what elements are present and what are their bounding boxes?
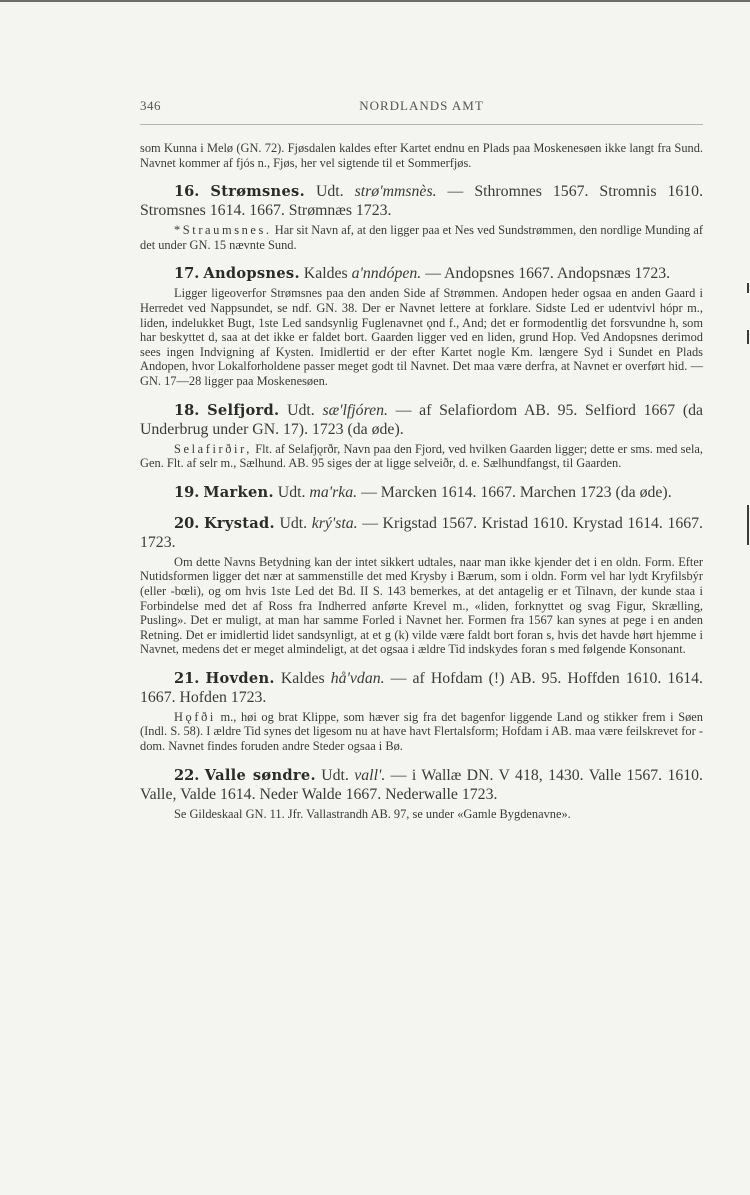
note-text: Se Gildeskaal GN. 11. Jfr. Vallastrandh AB. 97, se under «Gamle Bygdenavne». xyxy=(174,806,571,821)
entry-number: 22. xyxy=(174,766,200,784)
entry-heading xyxy=(140,766,703,804)
entry-prefix: Udt. xyxy=(287,401,315,419)
entry-21 xyxy=(140,669,703,754)
entry-heading xyxy=(140,401,703,439)
historic-forms: — i Wallæ DN. V 418, 1430. Valle 1567. 1610. Valle, Valde 1614. Neder Walde 1667. Nederwalle 1723. xyxy=(140,766,704,803)
historic-forms: — Krigstad 1567. Kristad 1610. Krystad 1614. 1667. 1723. xyxy=(140,514,703,551)
historic-forms: — af Hofdam (!) AB. 95. Hoffden 1610. 1614. 1667. Hofden 1723. xyxy=(140,669,703,706)
entry-prefix: Kaldes xyxy=(280,669,325,687)
note-text: Flt. af Selafjǫrðr, Navn paa den Fjord, ved hvilken Gaarden ligger; dette er sms. med sela, Gen. Flt. af selr m., Sælhund. AB. 95 siges der at ligge selveiðr, d. e. Sælhundfangst, til Gaarden. xyxy=(140,441,703,471)
entry-name: Selfjord. xyxy=(207,401,280,419)
header-rule xyxy=(140,124,703,125)
entry-name: Krystad. xyxy=(203,514,275,532)
entry-number: 19. xyxy=(174,483,200,501)
entry-17 xyxy=(140,264,703,388)
entry-18 xyxy=(140,401,703,471)
entry-heading xyxy=(140,264,703,283)
scan-edge-mark xyxy=(747,283,749,293)
entry-20 xyxy=(140,514,703,657)
entry-heading xyxy=(140,669,703,707)
pronunciation: a'nndópen. xyxy=(351,265,422,283)
old-norse-form: *Straumsnes. xyxy=(174,223,272,238)
page-number: 346 xyxy=(140,98,161,113)
entry-number: 16. xyxy=(174,183,200,201)
historic-forms: — af Selafiordom AB. 95. Selfiord 1667 (da Underbrug under GN. 17). 1723 (da øde). xyxy=(140,401,704,438)
running-title: NORDLANDS AMT xyxy=(359,98,484,113)
note-text: Ligger ligeoverfor Strømsnes paa den anden Side af Strømmen. Andopen heder ogsaa en anden Gaard i Herredet ved Nappsundet, se ndf. GN. 38. Der er Navnet lettere at forklare. Sidste Led er udentvivl hópr m., liden, indelukket Bugt, 1ste Led sandsynlig Fuglenavnet ǫnd f., And; det er formodentlig det forsvundne h, som har beskyttet d, saa at det ikke er faldet bort. Gaarden ligger ved en liden, grund Hop. Ved Andopsnes derimod sees ingen Indvigning af Kysten. Imidlertid er der efter Kartet nogle Km. længere Syd i Sundet en Plads Andopen, hvor Lokalforholdene passer meget godt til Navnet. Det maa være derfra, at Navnet er overført hid. — GN. 17—28 ligger paa Moskenesøen. xyxy=(140,286,703,388)
pronunciation: strø'mmsnès. xyxy=(354,183,437,201)
entry-number: 17. xyxy=(174,265,200,283)
entry-number: 20. xyxy=(174,514,200,532)
entry-name: Hovden. xyxy=(205,669,275,687)
entry-prefix: Udt. xyxy=(277,483,306,501)
entry-note xyxy=(140,286,703,388)
old-norse-form: Hǫfði xyxy=(174,709,216,724)
book-page xyxy=(140,96,703,821)
pronunciation: sæ'lfjóren. xyxy=(322,401,389,419)
scan-edge-mark xyxy=(747,330,749,344)
entry-note xyxy=(140,555,703,657)
historic-forms: — Sthromnes 1567. Stromnis 1610. Stromsnes 1614. 1667. Strømnæs 1723. xyxy=(140,183,704,220)
pronunciation: ma'rka. xyxy=(309,483,358,501)
entry-note xyxy=(140,223,703,252)
entry-name: Marken. xyxy=(203,483,274,501)
pronunciation: krý'sta. xyxy=(311,514,358,532)
entry-note xyxy=(140,442,703,471)
entry-name: Valle søndre. xyxy=(204,766,316,784)
entry-16 xyxy=(140,182,703,252)
pronunciation: hå'vdan. xyxy=(330,669,385,687)
entry-prefix: Kaldes xyxy=(303,265,348,283)
body-text xyxy=(140,141,703,821)
entry-prefix: Udt. xyxy=(321,766,349,784)
entry-number: 18. xyxy=(174,401,200,419)
scan-edge-mark xyxy=(747,505,749,545)
scan-top-edge xyxy=(0,0,750,2)
note-text: Om dette Navns Betydning kan der intet sikkert udtales, naar man ikke kjender det i en oldn. Form. Efter Nutidsformen ligger det nær at sammenstille det med Krysby i Bærum, som i oldn. Form vel har lydt Kryfilsbýr (eller -bœli), og om hvis 1ste Led det Bd. II S. 143 bemerkes, at det antagelig er et Tilnavn, der kunde staa i Forbindelse med det af Ross fra Indherred anførte Krevel m., «liden, forknyttet og svag Figur, Skrælling, Pusling». Det er muligt, at man har samme Forled i Navnet her. Formen fra 1567 kan synes at pege i en anden Retning. Det er imidlertid lidet sandsynligt, at et g (k) vilde være faldt bort foran s, hvis det havde hørt hjemme i Navnet, medens det er meget almindeligt, at det ogsaa i ældre Tid indskydes foran s med følgende Konsonant. xyxy=(140,554,703,657)
entry-heading xyxy=(140,182,703,220)
entry-note xyxy=(140,807,703,822)
entry-prefix: Udt. xyxy=(279,514,308,532)
entry-heading xyxy=(140,514,703,552)
old-norse-form: Selafirðir, xyxy=(174,441,252,456)
entry-heading xyxy=(140,483,703,502)
historic-forms: — Andopsnes 1667. Andopsnæs 1723. xyxy=(425,265,671,283)
entry-name: Andopsnes. xyxy=(203,265,300,283)
entry-22 xyxy=(140,766,703,822)
entry-prefix: Udt. xyxy=(315,183,344,201)
entry-19 xyxy=(140,483,703,502)
historic-forms: — Marcken 1614. 1667. Marchen 1723 (da øde). xyxy=(361,483,672,501)
entry-note xyxy=(140,710,703,754)
running-head xyxy=(140,96,703,118)
pronunciation: vall'. xyxy=(354,766,386,784)
entry-number: 21. xyxy=(174,669,200,687)
intro-paragraph: som Kunna i Melø (GN. 72). Fjøsdalen kaldes efter Kartet endnu en Plads paa Moskenesøen ikke langt fra Sund. Navnet kommer af fjós n., Fjøs, her vel sigtende til et Sommerfjøs. xyxy=(140,141,703,170)
note-text: m., høi og brat Klippe, som hæver sig fra det bagenfor liggende Land og stikker frem i Søen (Indl. S. 58). I ældre Tid synes det ligesom nu at have havt Flertalsform; Hofdam i AB. maa være feilskrevet for -dom. Navnet findes foruden andre Steder ogsaa i Bø. xyxy=(140,709,703,754)
entry-name: Strømsnes. xyxy=(210,183,305,201)
note-text: Har sit Navn af, at den ligger paa et Nes ved Sundstrømmen, den nordlige Munding af det under GN. 15 nævnte Sund. xyxy=(140,223,703,252)
